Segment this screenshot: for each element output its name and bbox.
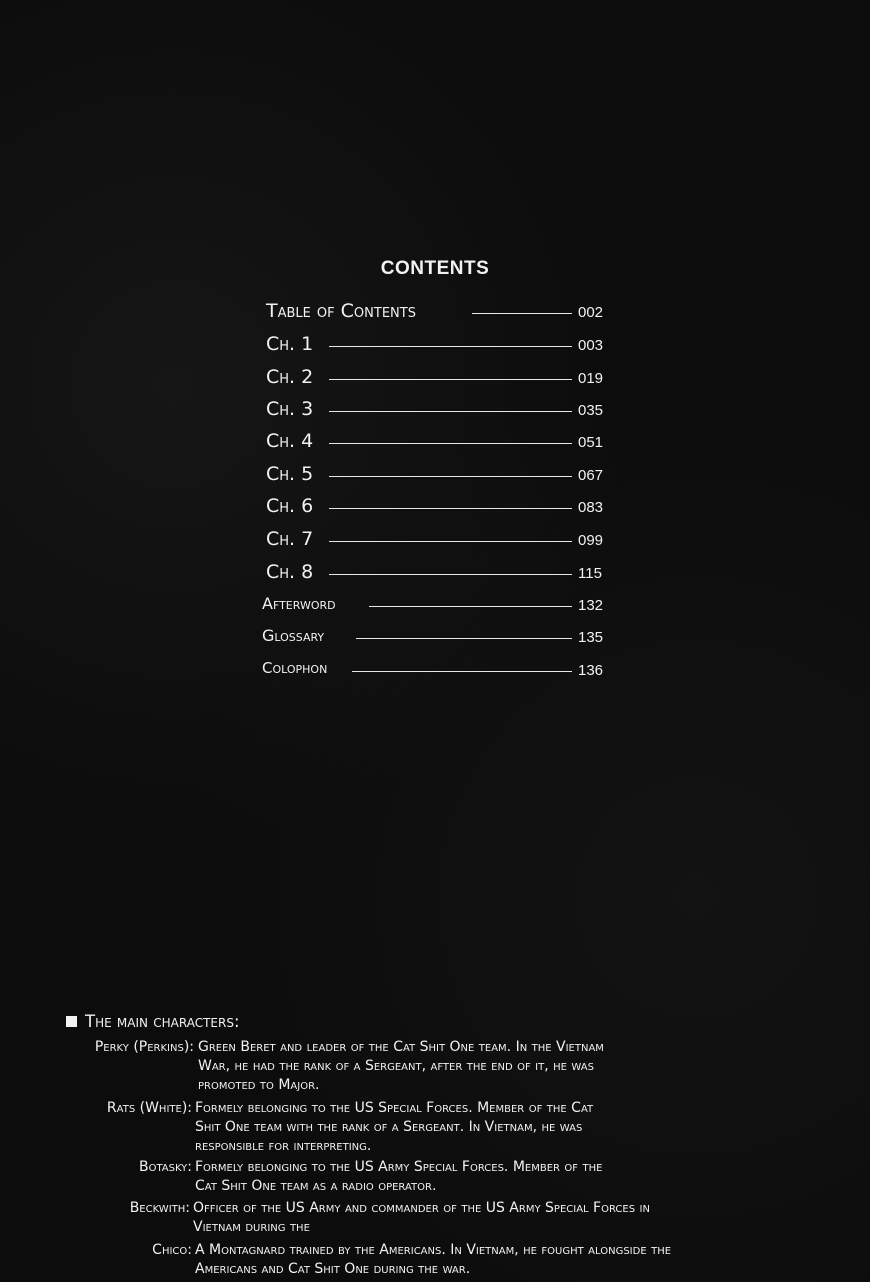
toc-entry-label: Ch. 2 xyxy=(266,366,314,388)
character-name-chico: Chico: xyxy=(152,1242,192,1258)
toc-leader-line xyxy=(472,313,572,314)
toc-leader-line xyxy=(329,476,572,477)
description-line: Vietnam during the xyxy=(193,1219,310,1235)
toc-entry-label: Ch. 4 xyxy=(266,430,314,452)
toc-leader-line xyxy=(329,508,572,509)
toc-entry-page: 083 xyxy=(578,499,604,516)
description-line: Formely belonging to the US Special Forces. Member of the Cat xyxy=(195,1100,594,1116)
toc-leader-line xyxy=(356,638,572,639)
toc-entry-page: 099 xyxy=(578,532,604,549)
character-description-chico xyxy=(195,1241,671,1279)
description-line: Formely belonging to the US Army Special Forces. Member of the xyxy=(195,1159,603,1175)
toc-entry-label: Ch. 8 xyxy=(266,561,314,583)
description-line: Officer of the US Army and commander of the US Army Special Forces in xyxy=(193,1200,650,1216)
character-description-rats xyxy=(195,1099,593,1156)
toc-entry-page: 135 xyxy=(578,629,604,646)
character-name-botasky: Botasky: xyxy=(138,1159,192,1175)
toc-entry-label: Ch. 5 xyxy=(266,463,314,485)
description-line: War, he had the rank of a Sergeant, after the end of it, he was xyxy=(198,1058,594,1074)
toc-entry-label: Table of Contents xyxy=(266,300,416,322)
character-name-rats: Rats (White): xyxy=(106,1100,192,1116)
toc-entry-page: 003 xyxy=(578,337,604,354)
main-characters-heading xyxy=(66,1012,240,1031)
toc-leader-line xyxy=(329,346,572,347)
toc-entry-label: Ch. 1 xyxy=(266,333,314,355)
description-line: Americans and Cat Shit One during the war. xyxy=(195,1261,471,1277)
character-description-perky xyxy=(198,1038,604,1095)
description-line: Shit One team with the rank of a Sergeant. In Vietnam, he was xyxy=(195,1119,583,1135)
description-line: promoted to Major. xyxy=(198,1077,320,1093)
toc-leader-line xyxy=(329,541,572,542)
toc-entry-label: Ch. 7 xyxy=(266,528,314,550)
toc-entry-page: 067 xyxy=(578,467,604,484)
toc-entry-page: 019 xyxy=(578,370,604,387)
toc-entry-label: Glossary xyxy=(262,626,325,645)
character-name-beckwith: Beckwith: xyxy=(129,1200,190,1216)
description-line: Cat Shit One team as a radio operator. xyxy=(195,1178,437,1194)
toc-entry-page: 002 xyxy=(578,304,604,321)
toc-entry-label: Ch. 6 xyxy=(266,495,314,517)
toc-entry-page: 115 xyxy=(578,565,602,582)
toc-entry-label: Afterword xyxy=(262,594,336,613)
toc-entry-page: 035 xyxy=(578,402,604,419)
character-name-perky: Perky (Perkins): xyxy=(94,1039,194,1055)
character-description-botasky xyxy=(195,1158,602,1196)
toc-leader-line xyxy=(329,574,572,575)
toc-leader-line xyxy=(352,671,572,672)
description-line: responsible for interpreting. xyxy=(195,1138,372,1154)
toc-entry-page: 132 xyxy=(578,597,604,614)
toc-leader-line xyxy=(329,379,572,380)
toc-entry-page: 051 xyxy=(578,434,604,451)
toc-entry-label: Ch. 3 xyxy=(266,398,314,420)
toc-entry-page: 136 xyxy=(578,662,604,679)
toc-entry-label: Colophon xyxy=(262,659,328,677)
main-characters-heading-text: The main characters: xyxy=(85,1012,240,1031)
toc-leader-line xyxy=(369,606,572,607)
toc-leader-line xyxy=(329,443,572,444)
description-line: Green Beret and leader of the Cat Shit One team. In the Vietnam xyxy=(198,1039,604,1055)
square-bullet-icon xyxy=(66,1016,77,1027)
contents-title: CONTENTS xyxy=(380,258,490,279)
description-line: A Montagnard trained by the Americans. In Vietnam, he fought alongside the xyxy=(195,1242,672,1258)
toc-leader-line xyxy=(329,411,572,412)
character-description-beckwith xyxy=(193,1199,650,1237)
